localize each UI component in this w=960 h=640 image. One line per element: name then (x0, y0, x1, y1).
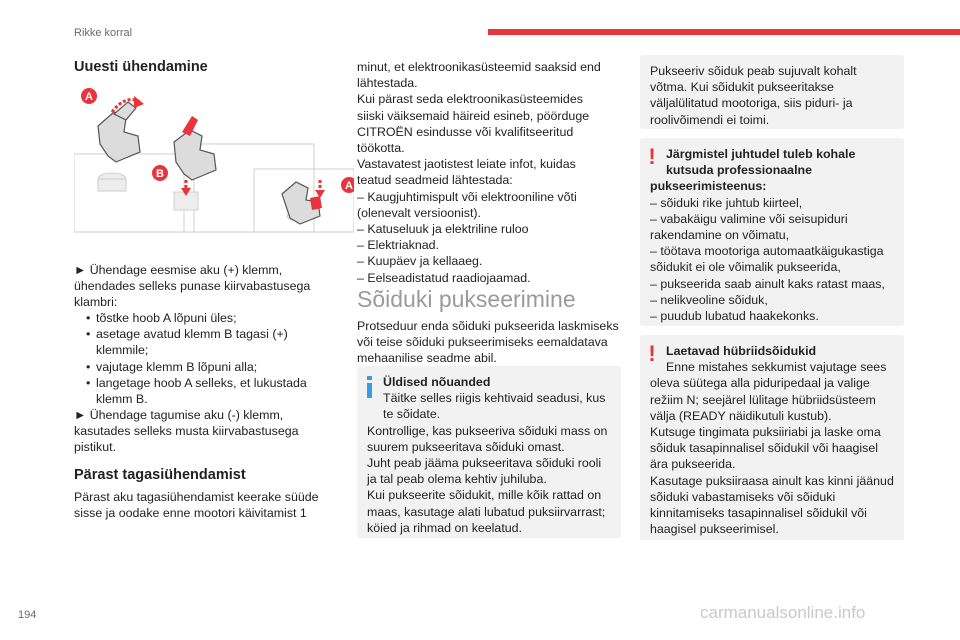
list-item: – Katuseluuk ja elektriline ruloo (357, 222, 529, 237)
running-header: Rikke korral (74, 27, 133, 39)
list-item: – puudub lubatud haakekonks. (650, 309, 819, 324)
hybrid-towing-box (640, 335, 904, 540)
svg-text:A: A (85, 91, 93, 103)
list-item: • langetage hoob A selleks, et lukustada klemm B. (86, 375, 326, 407)
section-heading-after-reconnect: Pärast tagasiühendamist (74, 467, 246, 483)
callout-a-1 (81, 88, 97, 104)
paragraph: Kasutage puksiiraasa ainult kas kinni jäänud sõiduki vabastamiseks või sõiduki kinnitamiseks tasapinnalisel sõidukil või haagisel pukseerimisel. (650, 473, 894, 537)
list-item: • vajutage klemm B lõpuni alla; (86, 359, 326, 375)
svg-text:B: B (156, 168, 164, 180)
general-advice-heading: Üldised nõuanded (383, 375, 491, 389)
reconnect-steps-list (74, 310, 326, 407)
general-advice-box (357, 366, 621, 538)
paragraph: Vastavatest jaotistest leiate infot, kuidas teatud seadmeid lähtestada: (357, 157, 576, 188)
paragraph: Juht peab jääma pukseeritava sõiduki rooli ja tal peab olema kehtiv juhiluba. (367, 456, 602, 487)
watermark: carmanualsonline.info (700, 603, 866, 622)
list-item: – töötava mootoriga automaatkäigukastiga sõidukit ei ole võimalik pukseerida, (650, 244, 884, 275)
towing-intro-paragraph: Protseduur enda sõiduki pukseerida laskmiseks või teise sõiduki pukseerimiseks eemaldatava mehaanilise seadme abil. (357, 319, 619, 366)
list-item: – Kuupäev ja kellaaeg. (357, 254, 483, 269)
callout-a-2 (341, 177, 354, 193)
svg-text:A: A (345, 180, 353, 192)
warning-icon: ! (648, 341, 656, 366)
battery-clamp-figure (74, 84, 354, 234)
after-reconnect-paragraph: Pärast aku tagasiühendamist keerake süüde sisse ja oodake enne mootori käivitamist 1 (74, 490, 319, 521)
warning-icon: ! (648, 144, 656, 169)
paragraph: Kutsuge tingimata puksiiriabi ja laske oma sõiduk tasapinnalisel sõidukil või haagisel ära pukseerida. (650, 425, 881, 472)
header-accent-bar (488, 29, 960, 35)
paragraph: Kontrollige, kas pukseeriva sõiduki mass on suurem pukseeritava sõiduki omast. (367, 423, 608, 454)
paragraph: Kui pukseerite sõidukit, mille kõik rattad on maas, kasutage alati lubatud puksiirvarrast; köied ja rihmad on keelatud. (367, 488, 606, 535)
list-item: – vabakäigu valimine või seisupiduri rakendamine on võimatu, (650, 211, 848, 243)
general-advice-first-line: Täitke selles riigis kehtivaid seadusi, kus te sõidate. (383, 391, 606, 422)
info-icon (366, 376, 373, 398)
hybrid-towing-first-line: Enne mistahes sekkumist vajutage sees (666, 360, 887, 375)
list-item: • tõstke hoob A lõpuni üles; (86, 310, 326, 326)
reconnect-rear-paragraph: ► Ühendage tagumise aku (-) klemm, kasutades selleks musta kiirvabastusega pistikut. (74, 408, 299, 455)
paragraph: oleva süütega alla piduripedaal ja valige režiim N; seejärel lülitage hübriidsüsteem välja (READY näidikutuli kustub). (650, 376, 876, 423)
professional-towing-heading: Järgmistel juhtudel tuleb kohale kutsuda professionaalne (666, 147, 856, 178)
towing-note-box (640, 55, 904, 129)
towing-note-text: Pukseeriv sõiduk peab sujuvalt kohalt võtma. Kui sõidukit pukseeritakse väljalülitatud mootoriga, siis piduri- ja roolivõimendi ei toimi. (650, 64, 857, 127)
professional-towing-box (640, 138, 904, 326)
list-item: – Kaugjuhtimispult või elektrooniline võti (olenevalt versioonist). (357, 189, 577, 220)
page-number: 194 (18, 609, 37, 621)
reconnect-front-paragraph: ► Ühendage eesmise aku (+) klemm, ühendades selleks punase kiirvabastusega klambri: (74, 263, 311, 310)
list-item: – pukseerida saab ainult kaks ratast maas, (650, 276, 885, 291)
callout-b (152, 165, 168, 181)
list-item: – Elektriaknad. (357, 238, 439, 253)
hybrid-towing-heading: Laetavad hübriidsõidukid (666, 344, 817, 358)
section-title-towing: Sõiduki pukseerimine (357, 286, 576, 312)
paragraph: Kui pärast seda elektroonikasüsteemides siiski väiksemaid häireid esineb, pöörduge CITROËN esindusse või kvalifitseeritud töökotta. (357, 92, 590, 156)
professional-towing-heading-cont: pukseerimisteenus: (650, 179, 767, 194)
section-heading-reconnect: Uuesti ühendamine (74, 59, 208, 75)
paragraph: minut, et elektroonikasüsteemid saaksid end lähtestada. (357, 60, 601, 91)
reset-info-text (357, 59, 607, 286)
list-item: – nelikveoline sõiduk, (650, 292, 768, 307)
list-item: – sõiduki rike juhtub kiirteel, (650, 195, 803, 210)
list-item: – Eelseadistatud raadiojaamad. (357, 270, 531, 285)
list-item: • asetage avatud klemm B tagasi (+) klemmile; (86, 326, 326, 358)
